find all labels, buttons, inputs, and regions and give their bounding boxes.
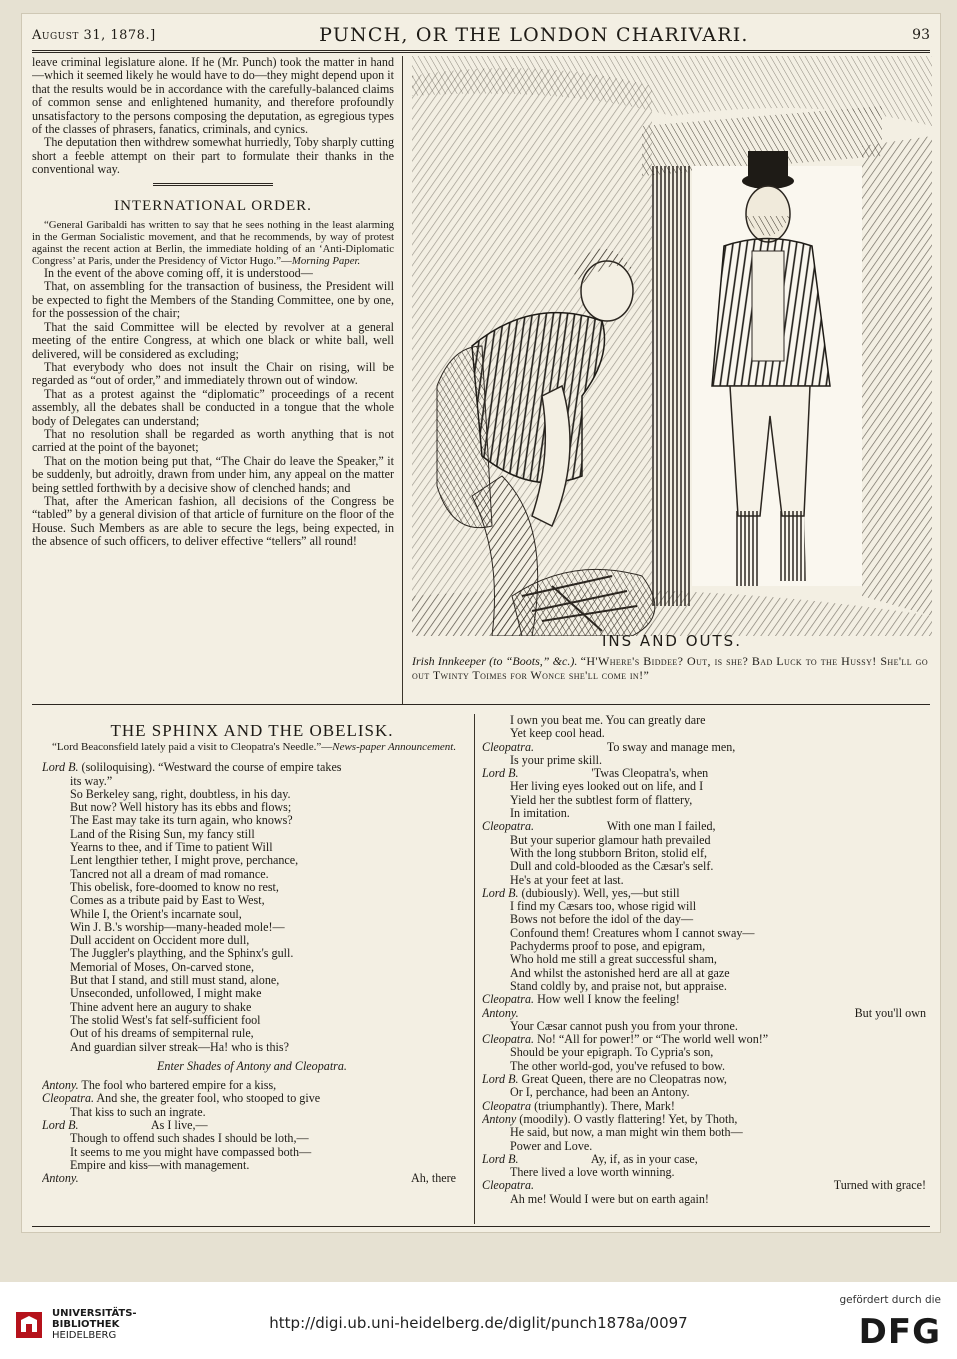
poem-column-right — [482, 714, 932, 1226]
verse-line — [482, 767, 932, 780]
verse-text: Dull accident on Occident more dull, — [70, 933, 250, 948]
cartoon-caption — [412, 654, 928, 682]
verse-line — [482, 980, 932, 993]
verse-text: He said, but now, a man might win them both— — [510, 1125, 743, 1140]
verse-text: Your Cæsar cannot push you from your throne. — [510, 1018, 738, 1033]
verse-text: And whilst the astonished herd are all at gaze — [510, 965, 730, 980]
verse-line — [42, 921, 462, 934]
verse-text: Or I, perchance, had been an Antony. — [510, 1085, 690, 1100]
speaker-name: Antony. — [42, 1078, 79, 1093]
speaker-name: Antony. — [42, 1171, 79, 1186]
verse-text: That kiss to such an ingrate. — [70, 1104, 206, 1119]
quote-source: Morning Paper. — [291, 255, 361, 268]
speaker-name: Cleopatra. — [482, 1178, 535, 1193]
verse-line — [482, 967, 932, 980]
verse-block — [42, 1079, 462, 1185]
verse-line — [42, 1014, 462, 1027]
digitization-footer — [0, 1282, 957, 1359]
speaker-name: Antony — [482, 1111, 517, 1126]
article-paragraph: In the event of the above coming off, it is understood— — [44, 266, 313, 281]
section-title: INTERNATIONAL ORDER. — [114, 197, 312, 214]
verse-line — [42, 987, 462, 1000]
verse-text: The Juggler's plaything, and the Sphinx's gull. — [70, 946, 294, 961]
verse-line — [42, 828, 462, 841]
verse-text: But now? Well history has its ebbs and flows; — [70, 800, 292, 815]
verse-line — [42, 801, 462, 814]
verse-line — [482, 993, 932, 1006]
poem-epigraph — [42, 741, 462, 753]
verse-text: Though to offend such shades I should be loth,— — [70, 1131, 309, 1146]
funding-note: gefördert durch die — [839, 1294, 941, 1306]
verse-line — [482, 714, 932, 727]
verse-text: How well I know the feeling! — [534, 992, 680, 1007]
verse-text: Tancred not all a dream of mad romance. — [70, 866, 269, 881]
verse-text: And guardian silver streak—Ha! who is this? — [70, 1039, 289, 1054]
epigraph-quote — [32, 219, 394, 267]
header-date: August 31, 1878.] — [32, 27, 156, 43]
stage-direction: Enter Shades of Antony and Cleopatra. — [157, 1058, 347, 1073]
verse-text: (triumphantly). There, Mark! — [531, 1098, 675, 1113]
verse-line — [482, 913, 932, 926]
verse-text: In imitation. — [510, 806, 570, 821]
verse-line — [42, 1027, 462, 1040]
verse-text: Land of the Rising Sun, my fancy still — [70, 826, 255, 841]
verse-block — [42, 761, 462, 1054]
verse-line — [482, 1020, 932, 1033]
dfg-logo: DFG — [858, 1312, 941, 1352]
article-paragraph: That the said Committee will be elected by revolver at a general meeting of the entire Congress, at which one black or white ball, well delivered, will be considered as excluding; — [32, 319, 394, 361]
verse-text: Yet keep cool head. — [510, 726, 605, 741]
verse-text: Thine advent here an augury to shake — [70, 999, 252, 1014]
verse-text: Her living eyes looked out on life, and I — [510, 779, 704, 794]
verse-line — [482, 794, 932, 807]
verse-line — [42, 841, 462, 854]
speaker-name: Cleopatra. — [42, 1091, 95, 1106]
verse-line — [482, 1193, 932, 1206]
verse-line — [42, 961, 462, 974]
speaker-name: Cleopatra. — [482, 992, 535, 1007]
verse-text: Pachyderms proof to pose, and epigram, — [510, 939, 706, 954]
poem-column-left — [42, 714, 462, 1226]
verse-text: Is your prime skill. — [510, 752, 603, 767]
article-paragraph: The deputation then withdrew somewhat hurriedly, Toby sharply cutting short a feeble attempt on their part to formulate their thanks in the conventional way. — [32, 135, 394, 177]
verse-text: I find my Cæsars too, whose rigid will — [510, 899, 697, 914]
verse-line — [42, 1146, 462, 1159]
verse-line — [482, 953, 932, 966]
verse-line — [482, 887, 932, 900]
verse-text: There lived a love worth winning. — [510, 1165, 675, 1180]
verse-line — [42, 947, 462, 960]
verse-text: Comes as a tribute paid by East to West, — [70, 893, 265, 908]
library-line: BIBLIOTHEK — [52, 1319, 120, 1330]
verse-text: No! “All for power!” or “The world well won!” — [534, 1032, 769, 1047]
verse-line — [42, 974, 462, 987]
article-paragraph: leave criminal legislature alone. If he (Mr. Punch) took the matter in hand—which it seemed likely he would have to do—they might depend upon it that the results would be in accordance with the carefully-balanced claims of common sense and enlightened humanity, and therefore profoundly unsatisfactory to the persons composing the deputation, as egregious types of the classes of phrasers, fanatics, criminals, and cynics. — [32, 56, 394, 137]
verse-line — [482, 741, 932, 754]
verse-text: (soliloquising). “Westward the course of empire takes — [78, 760, 342, 775]
cartoon-title: INS AND OUTS. — [602, 632, 742, 650]
library-line: HEIDELBERG — [52, 1330, 117, 1341]
verse-line — [482, 900, 932, 913]
verse-text: But your superior glamour hath prevailed — [510, 832, 711, 847]
verse-text: Dull and cold-blooded as the Cæsar's self. — [510, 859, 714, 874]
verse-line — [482, 1140, 932, 1153]
verse-text: The stolid West's fat self-sufficient fool — [70, 1012, 261, 1027]
epigraph-text: “Lord Beaconsfield lately paid a visit to Cleopatra's Needle.”— — [52, 741, 333, 754]
verse-line — [482, 874, 932, 887]
verse-text: (moodily). O vastly flattering! Yet, by Thoth, — [516, 1111, 738, 1126]
article-column-left — [32, 56, 394, 704]
verse-line — [482, 754, 932, 767]
cartoon-illustration — [412, 56, 932, 636]
verse-line — [482, 727, 932, 740]
verse-line — [482, 940, 932, 953]
column-rule — [474, 714, 475, 1224]
verse-line — [482, 1126, 932, 1139]
article-paragraph: That, after the American fashion, all decisions of the Congress be “tabled” by a general division of that article of furniture on the floor of the House. Such Members as are able to secure the legs, being expected, in the absence of such officers, to deliver effective “tellers” all round! — [32, 493, 394, 549]
verse-text: Yearns to thee, and if Time to patient Will — [70, 840, 273, 855]
quote-text: “General Garibaldi has written to say that he sees nothing in the least alarming in the German Socialistic movement, and that he recommends, by way of protest against the recent action at Berlin, the immediate holding of an ‘Anti-Diplomatic Congress’ at Paris, under the Presidency of Victor Hugo.”— — [32, 219, 394, 268]
verse-line — [482, 820, 932, 833]
verse-text: Out of his dreams of sempiternal rule, — [70, 1026, 254, 1041]
verse-text: But you'll own — [854, 1005, 926, 1020]
caption-text: “H'Where's Biddee? Out, is she? Bad Luck to the Hussy! She'll go out Twinty Toimes for Wonce she'll come in!” — [412, 654, 929, 682]
verse-line — [42, 1132, 462, 1145]
verse-line — [482, 807, 932, 820]
verse-line — [482, 1153, 932, 1166]
library-line: UNIVERSITÄTS- — [52, 1308, 137, 1319]
speaker-name: Antony. — [482, 1005, 519, 1020]
verse-text: He's at your feet at last. — [510, 872, 624, 887]
caption-speaker: Irish Innkeeper (to “Boots,” &c.). — [412, 654, 578, 668]
verse-line — [42, 761, 462, 774]
verse-line — [42, 1159, 462, 1172]
article-paragraph: That as a protest against the “diplomatic” proceedings of a recent assembly, all the debates shall be conducted in a tongue that the whole body of Delegates can understand; — [32, 386, 394, 428]
verse-line — [42, 854, 462, 867]
verse-text: This obelisk, fore-doomed to know no rest, — [70, 879, 279, 894]
verse-text: Ah me! Would I were but on earth again! — [510, 1191, 709, 1206]
article-paragraph: That, on assembling for the transaction of business, the President will be expected to fight the Members of the Standing Committee, one by one, for the possession of the chair; — [32, 279, 394, 321]
verse-text: Ay, if, as in your case, — [588, 1151, 698, 1166]
verse-text: So Berkeley sang, right, doubtless, in his day. — [70, 786, 291, 801]
verse-text: its way.” — [70, 773, 113, 788]
verse-text: Yield her the subtlest form of flattery, — [510, 792, 693, 807]
verse-line — [42, 868, 462, 881]
verse-line — [482, 1033, 932, 1046]
speaker-name: Lord B. — [42, 1118, 79, 1133]
verse-text: And she, the greater fool, who stooped to give — [94, 1091, 321, 1106]
verse-text: (dubiously). Well, yes,—but still — [518, 885, 680, 900]
verse-line — [482, 927, 932, 940]
verse-text: It seems to me you might have compassed both— — [70, 1144, 312, 1159]
verse-text: The East may take its turn again, who knows? — [70, 813, 293, 828]
verse-text: Power and Love. — [510, 1138, 593, 1153]
verse-text: While I, the Orient's incarnate soul, — [70, 906, 242, 921]
epigraph-source: News-paper Announcement. — [332, 741, 457, 754]
verse-text: Bows not before the idol of the day— — [510, 912, 694, 927]
verse-line — [482, 860, 932, 873]
verse-text: Lent lengthier tether, I might prove, perchance, — [70, 853, 299, 868]
verse-line — [42, 908, 462, 921]
verse-line — [482, 780, 932, 793]
column-rule — [402, 56, 403, 704]
verse-line — [482, 1060, 932, 1073]
verse-text: Confound them! Creatures whom I cannot sway— — [510, 925, 755, 940]
verse-text: As I live,— — [148, 1118, 208, 1133]
verse-line — [42, 788, 462, 801]
engraving-image — [412, 56, 932, 636]
verse-line — [482, 1007, 932, 1020]
verse-line — [42, 1001, 462, 1014]
article-paragraph: That on the motion being put that, “The Chair do leave the Speaker,” it be suddenly, but adroitly, drawn from under him, any appeal on the matter being settled forthwith by a decisive show of clenched hands; and — [32, 453, 394, 495]
verse-text: Should be your epigraph. To Cypria's son, — [510, 1045, 714, 1060]
verse-line — [482, 1166, 932, 1179]
verse-text: Turned with grace! — [833, 1178, 926, 1193]
speaker-name: Lord B. — [482, 1072, 519, 1087]
verse-text: Empire and kiss—with management. — [70, 1157, 250, 1172]
verse-line — [42, 814, 462, 827]
verse-text: The fool who bartered empire for a kiss, — [78, 1078, 277, 1093]
verse-line — [482, 1046, 932, 1059]
verse-text: With the long stubborn Briton, stolid elf, — [510, 845, 708, 860]
page-header — [32, 20, 930, 53]
verse-line — [42, 1079, 462, 1092]
verse-text: Win J. B.'s worship—many-headed mole!— — [70, 919, 285, 934]
verse-text: With one man I failed, — [604, 819, 716, 834]
article-paragraph: That no resolution shall be regarded as worth anything that is not carried at the point of the bayonet; — [32, 426, 394, 455]
speaker-name: Lord B. — [482, 885, 519, 900]
verse-text: 'Twas Cleopatra's, when — [588, 766, 709, 781]
speaker-name: Lord B. — [42, 760, 79, 775]
newspaper-page — [22, 14, 940, 1232]
verse-text: The other world-god, you've refused to bow. — [510, 1058, 725, 1073]
verse-block — [482, 714, 932, 1206]
header-title: PUNCH, OR THE LONDON CHARIVARI. — [319, 24, 749, 46]
verse-text: Stand coldly by, and praise not, but appraise. — [510, 978, 727, 993]
verse-line — [482, 847, 932, 860]
speaker-name: Cleopatra — [482, 1098, 532, 1113]
verse-text: Ah, there — [411, 1171, 456, 1186]
verse-line — [42, 775, 462, 788]
speaker-name: Cleopatra. — [482, 739, 535, 754]
verse-line — [482, 1086, 932, 1099]
article-paragraph: That everybody who does not insult the Chair on rising, will be regarded as “out of order,” and immediately thrown out of window. — [32, 359, 394, 388]
verse-line — [42, 1106, 462, 1119]
speaker-name: Lord B. — [482, 1151, 519, 1166]
bottom-rule — [32, 1226, 930, 1227]
verse-text: To sway and manage men, — [604, 739, 736, 754]
speaker-name: Lord B. — [482, 766, 519, 781]
verse-line — [42, 1119, 462, 1132]
verse-text: I own you beat me. You can greatly dare — [510, 714, 706, 727]
verse-text: Great Queen, there are no Cleopatras now, — [518, 1072, 727, 1087]
verse-line — [42, 1092, 462, 1105]
verse-line — [482, 1179, 932, 1192]
verse-text: Memorial of Moses, On-carved stone, — [70, 959, 255, 974]
verse-line — [42, 934, 462, 947]
verse-line — [42, 881, 462, 894]
horizontal-rule — [32, 704, 930, 705]
verse-line — [42, 894, 462, 907]
verse-text: But that I stand, and still must stand, alone, — [70, 973, 280, 988]
verse-line — [482, 1100, 932, 1113]
source-url[interactable]: http://digi.ub.uni-heidelberg.de/diglit/punch1878a/0097 — [269, 1314, 688, 1332]
verse-line — [42, 1172, 462, 1185]
verse-line — [482, 834, 932, 847]
section-divider — [153, 183, 273, 186]
verse-text: Unseconded, unfollowed, I might make — [70, 986, 262, 1001]
verse-line — [482, 1113, 932, 1126]
verse-line — [482, 1073, 932, 1086]
verse-text: Who hold me still a great successful sham, — [510, 952, 717, 967]
poem-title: THE SPHINX AND THE OBELISK. — [110, 721, 394, 740]
speaker-name: Cleopatra. — [482, 819, 535, 834]
speaker-name: Cleopatra. — [482, 1032, 535, 1047]
page-number: 93 — [912, 27, 930, 43]
verse-line — [42, 1041, 462, 1054]
